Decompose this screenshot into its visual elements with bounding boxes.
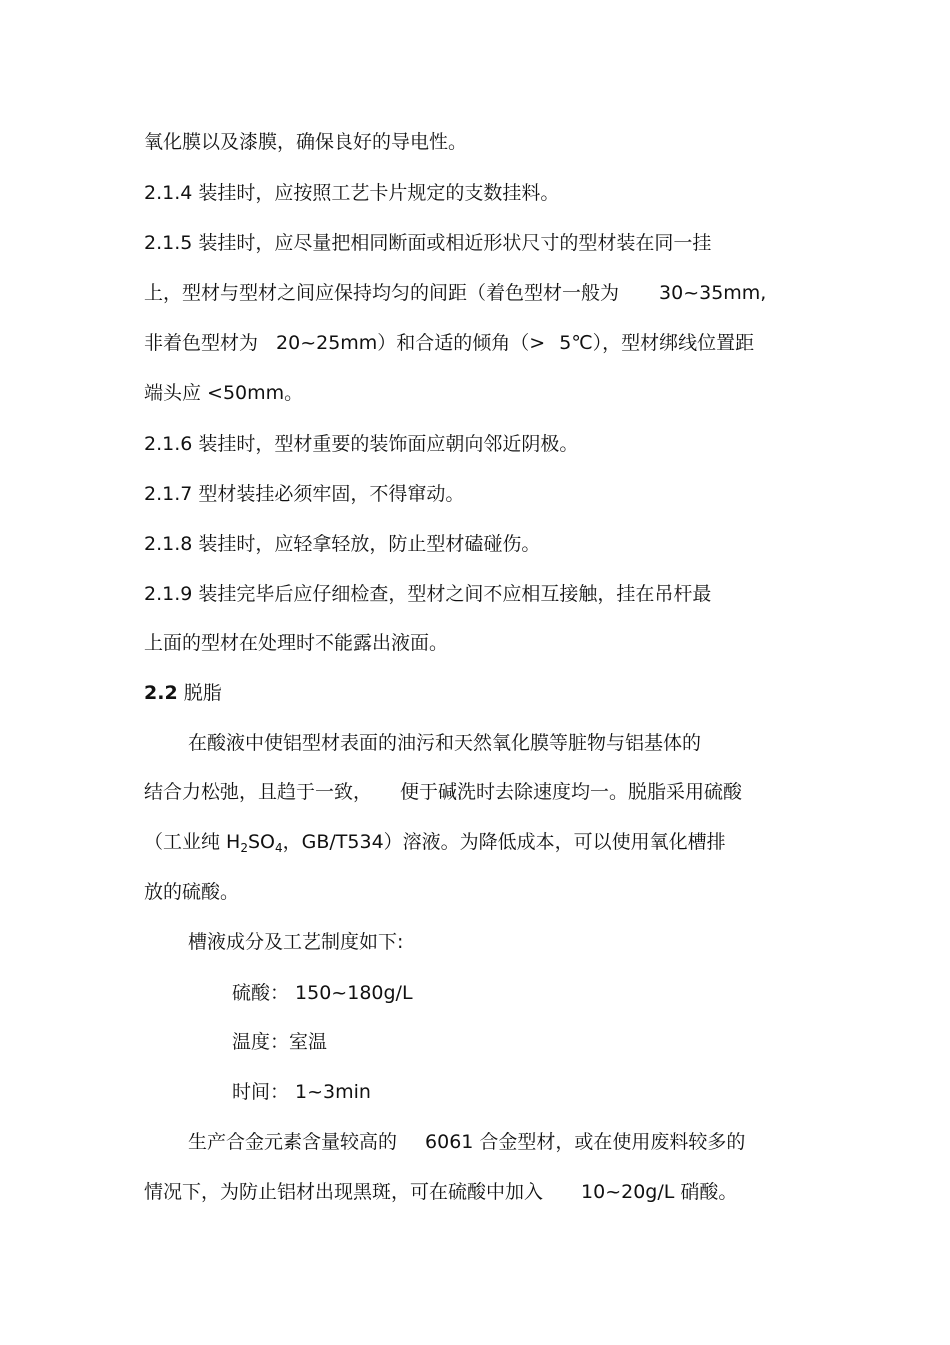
section-number: 2.2 <box>144 682 178 704</box>
text-line <box>144 280 766 306</box>
paragraph-line: 在酸液中使铝型材表面的油污和天然氧化膜等脏物与铝基体的 <box>188 732 702 754</box>
text-line <box>144 330 754 356</box>
text-span: 6061 合金型材，或在使用废料较多的 <box>425 1131 746 1153</box>
text-span: （工业纯 H <box>144 831 241 853</box>
section-title: 脱脂 <box>177 682 222 704</box>
paragraph-line <box>144 779 742 805</box>
text-line: 氧化膜以及漆膜，确保良好的导电性。 <box>144 131 468 153</box>
recipe-line-time: 时间： 1~3min <box>232 1081 371 1103</box>
clause-2-1-6: 2.1.6 装挂时，型材重要的装饰面应朝向邻近阴极。 <box>144 433 579 455</box>
clause-2-1-8: 2.1.8 装挂时，应轻拿轻放，防止型材磕碰伤。 <box>144 533 541 555</box>
subscript: 2 <box>240 841 248 855</box>
text-span: 生产合金元素含量较高的 <box>188 1131 398 1153</box>
recipe-line-acid: 硫酸： 150~180g/L <box>232 982 413 1004</box>
paragraph-line: 放的硫酸。 <box>144 881 240 903</box>
text-span: 情况下，为防止铝材出现黑斑，可在硫酸中加入 <box>144 1181 544 1203</box>
text-span: 5℃），型材绑线位置距 <box>559 332 755 354</box>
clause-2-1-5: 2.1.5 装挂时，应尽量把相同断面或相近形状尺寸的型材装在同一挂 <box>144 232 712 254</box>
recipe-line-temperature: 温度：室温 <box>232 1031 328 1053</box>
text-span: SO <box>247 831 275 853</box>
clause-2-1-4: 2.1.4 装挂时，应按照工艺卡片规定的支数挂料。 <box>144 182 560 204</box>
clause-2-1-7: 2.1.7 型材装挂必须牢固，不得窜动。 <box>144 483 465 505</box>
text-span: 非着色型材为 <box>144 332 259 354</box>
text-line: 上面的型材在处理时不能露出液面。 <box>144 632 449 654</box>
paragraph-line <box>188 1129 745 1155</box>
subscript: 4 <box>274 841 283 855</box>
text-span: 20~25mm）和合适的倾角（> <box>276 332 546 354</box>
text-span: 便于碱洗时去除速度均一。脱脂采用硫酸 <box>400 781 743 803</box>
text-line: 端头应 <50mm。 <box>144 382 304 404</box>
clause-2-1-9: 2.1.9 装挂完毕后应仔细检查，型材之间不应相互接触，挂在吊杆最 <box>144 583 712 605</box>
paragraph-line <box>144 1179 737 1205</box>
text-span: 结合力松弛，且趋于一致， <box>144 781 373 803</box>
text-span: 30~35mm, <box>659 282 767 304</box>
paragraph-line <box>144 829 726 861</box>
text-span: 10~20g/L 硝酸。 <box>581 1181 738 1203</box>
text-span: 上，型材与型材之间应保持均匀的间距（着色型材一般为 <box>144 282 620 304</box>
text-span: ，GB/T534）溶液。为降低成本，可以使用氧化槽排 <box>282 831 726 853</box>
paragraph-line: 槽液成分及工艺制度如下: <box>188 931 404 953</box>
section-heading-2-2 <box>144 680 222 706</box>
